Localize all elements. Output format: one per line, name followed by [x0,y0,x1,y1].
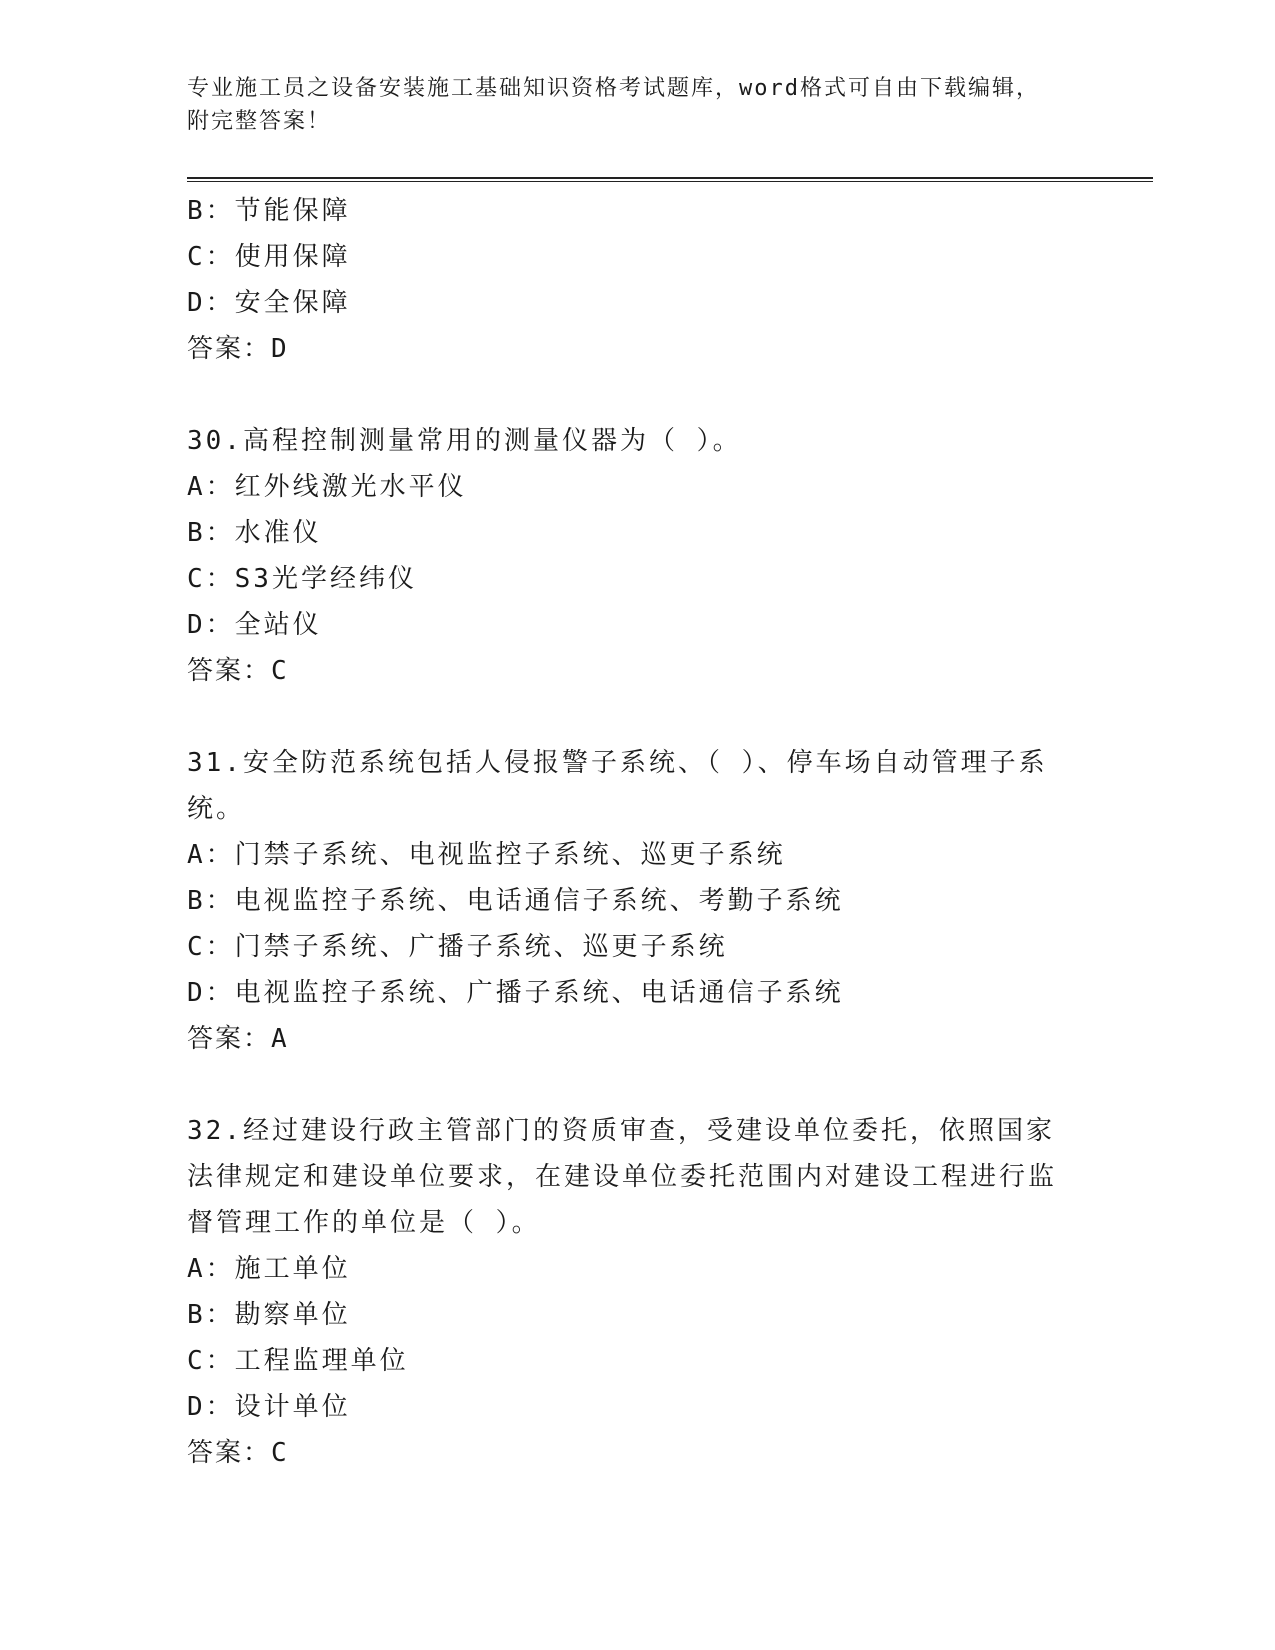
option-d: D：设计单位 [187,1392,351,1422]
option-b: B：水准仪 [187,518,322,548]
option-b: B：节能保障 [187,196,351,226]
option-b: B：勘察单位 [187,1300,351,1330]
question-stem: 30.高程控制测量常用的测量仪器为（ ）。 [187,426,742,456]
question-31 [187,740,1087,1062]
answer-line [187,1016,1087,1062]
option-c: C：使用保障 [187,242,351,272]
spacer [187,694,1087,740]
answer-line [187,648,1087,694]
option-d: D：全站仪 [187,610,322,640]
spacer [187,372,1087,418]
option-c: C：门禁子系统、广播子系统、巡更子系统 [187,932,728,962]
answer-value: A [271,1024,289,1054]
option-c: C：工程监理单位 [187,1346,409,1376]
answer-value: D [271,334,289,364]
answer-label: 答案： [187,1438,272,1468]
option-d: D：安全保障 [187,288,351,318]
header-divider [187,177,1153,182]
option-c: C：S3光学经纬仪 [187,564,417,594]
question-30 [187,418,1087,694]
answer-value: C [271,656,289,686]
answer-label: 答案： [187,334,272,364]
question-fragment [187,188,1087,372]
spacer [187,1062,1087,1108]
option-a: A：门禁子系统、电视监控子系统、巡更子系统 [187,840,786,870]
option-b: B：电视监控子系统、电话通信子系统、考勤子系统 [187,886,844,916]
question-list [187,188,1087,1476]
answer-line [187,326,1087,372]
header-line-2: 附完整答案！ [187,109,332,134]
option-a: A：施工单位 [187,1254,351,1284]
question-stem: 31.安全防范系统包括人侵报警子系统、（ ）、停车场自动管理子系统。 [187,748,1048,824]
header-line-1: 专业施工员之设备安装施工基础知识资格考试题库，word格式可自由下载编辑， [187,76,1040,101]
answer-line [187,1430,1087,1476]
answer-label: 答案： [187,656,272,686]
question-stem: 32.经过建设行政主管部门的资质审查，受建设单位委托，依照国家法律规定和建设单位要求，在建设单位委托范围内对建设工程进行监督管理工作的单位是（ ）。 [187,1116,1058,1238]
option-d: D：电视监控子系统、广播子系统、电话通信子系统 [187,978,844,1008]
document-header [187,72,1087,138]
answer-label: 答案： [187,1024,272,1054]
option-a: A：红外线激光水平仪 [187,472,467,502]
answer-value: C [271,1438,289,1468]
question-32 [187,1108,1087,1476]
